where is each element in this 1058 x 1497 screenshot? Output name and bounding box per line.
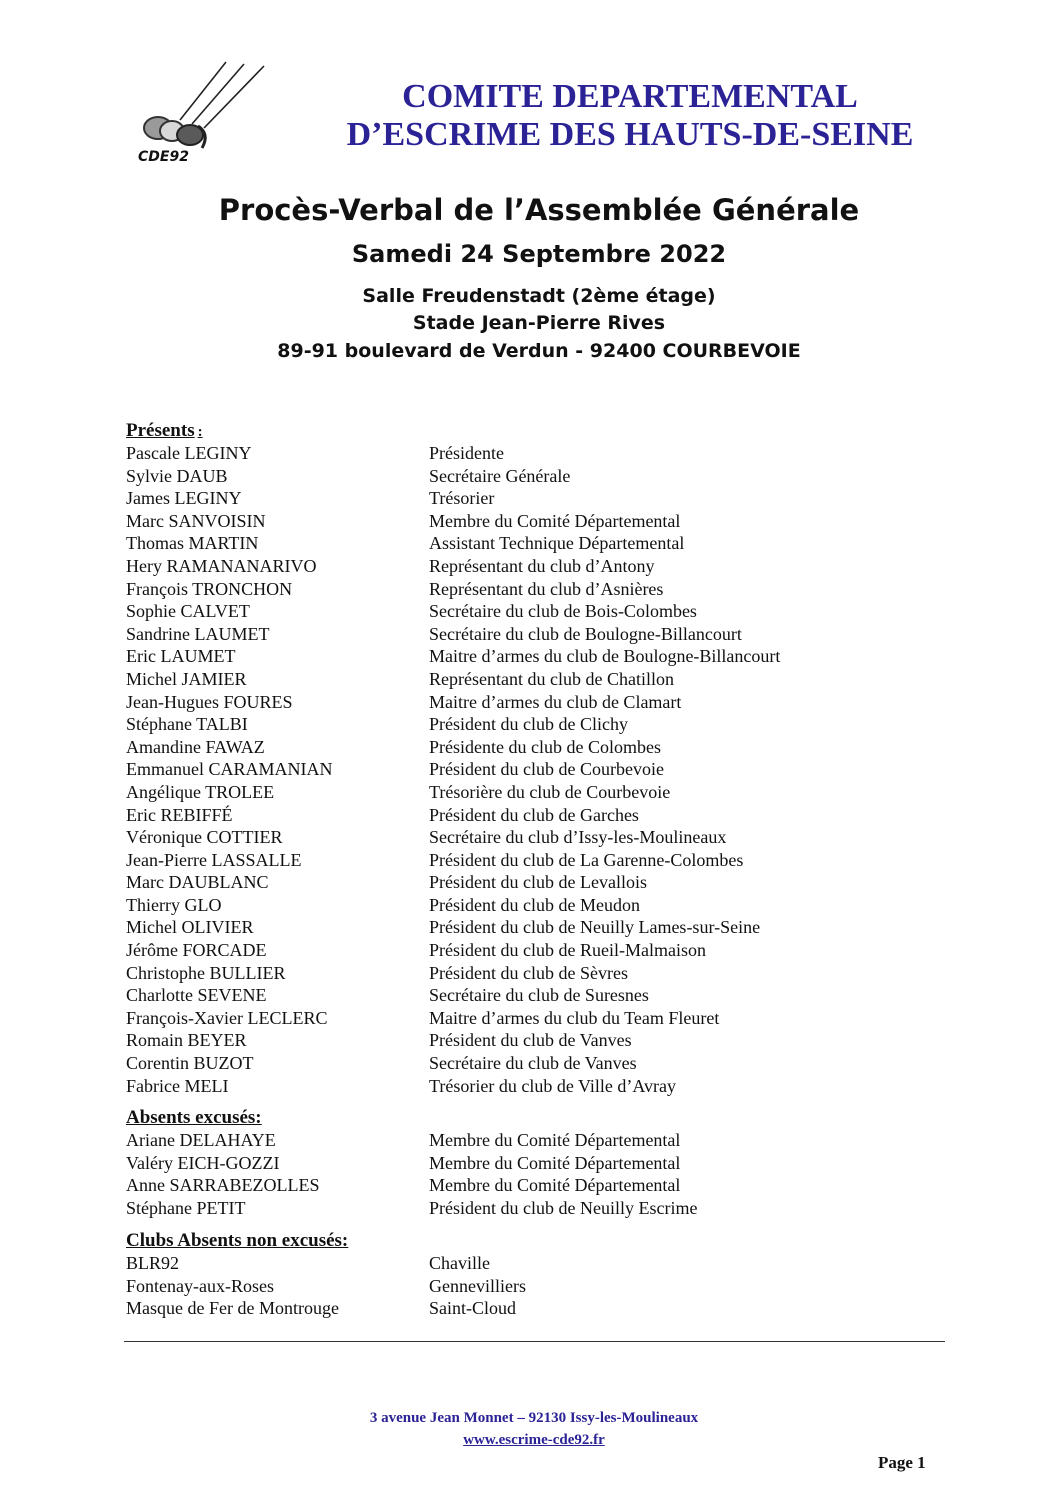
list-item (126, 645, 946, 668)
document-title: Procès-Verbal de l’Assemblée Générale (218, 193, 860, 227)
item-role: Président du club de Levallois (429, 872, 647, 893)
item-name: Christophe BULLIER (126, 962, 286, 983)
item-name: Fabrice MELI (126, 1075, 229, 1096)
item-role: Trésorière du club de Courbevoie (429, 781, 671, 802)
presents-section (126, 420, 946, 1097)
absents-heading: Absents excusés: (126, 1107, 262, 1128)
list-item (126, 916, 946, 939)
item-name: Angélique TROLEE (126, 781, 275, 802)
item-name: Pascale LEGINY (126, 443, 252, 463)
item-role: Représentant du club d’Asnières (429, 578, 664, 599)
item-name: Emmanuel CARAMANIAN (126, 759, 333, 780)
item-name: Michel JAMIER (126, 668, 247, 689)
list-item (126, 578, 946, 601)
item-role: Président du club de Rueil-Malmaison (429, 940, 706, 961)
item-name: Valéry EICH-GOZZI (126, 1152, 280, 1173)
meeting-date: Samedi 24 Septembre 2022 (351, 240, 727, 268)
cde92-logo (128, 58, 278, 168)
list-item (126, 1052, 946, 1075)
list-item (126, 623, 946, 646)
list-item (126, 1075, 946, 1098)
list-item (126, 487, 946, 510)
list-item (126, 1129, 946, 1152)
item-role: Chaville (429, 1253, 490, 1273)
item-name: Charlotte SEVENE (126, 985, 267, 1006)
item-role: Président du club de Meudon (429, 894, 640, 915)
list-item (126, 1197, 946, 1220)
item-role: Représentant du club de Chatillon (429, 668, 674, 689)
item-role: Président du club de La Garenne-Colombes (429, 849, 744, 870)
list-item (126, 736, 946, 759)
list-item (126, 758, 946, 781)
venue-line-1: Salle Freudenstadt (2ème étage) (362, 285, 716, 307)
item-name: Sophie CALVET (126, 601, 250, 622)
item-role: Présidente du club de Colombes (429, 736, 661, 757)
item-name: Marc SANVOISIN (126, 510, 266, 531)
list-item (126, 939, 946, 962)
list-item (126, 1275, 946, 1298)
item-role: Président du club de Vanves (429, 1030, 632, 1051)
item-role: Membre du Comité Départemental (429, 510, 681, 531)
presents-heading-text: Présents (126, 420, 195, 441)
item-name: Michel OLIVIER (126, 917, 254, 938)
item-role: Maitre d’armes du club de Boulogne-Billancourt (429, 646, 781, 667)
item-name: Jérôme FORCADE (126, 940, 267, 961)
item-name: Stéphane PETIT (126, 1197, 246, 1218)
presents-list (126, 442, 946, 1097)
org-title-line1: COMITE DEPARTEMENTAL (402, 78, 858, 115)
item-name: Hery RAMANANARIVO (126, 555, 317, 576)
list-item (126, 804, 946, 827)
item-role: Président du club de Courbevoie (429, 759, 664, 780)
item-name: Eric LAUMET (126, 646, 236, 667)
item-role: Représentant du club d’Antony (429, 555, 655, 576)
item-role: Trésorier (429, 488, 495, 509)
presents-colon: : (197, 424, 203, 440)
item-name: François TRONCHON (126, 578, 293, 599)
item-role: Secrétaire du club de Suresnes (429, 985, 649, 1006)
list-item (126, 600, 946, 623)
logo-text: CDE92 (138, 149, 189, 165)
list-item (126, 781, 946, 804)
item-role: Présidente (429, 443, 504, 463)
item-name: Sandrine LAUMET (126, 623, 270, 644)
item-name: Ariane DELAHAYE (126, 1130, 276, 1150)
absents-list (126, 1129, 946, 1219)
item-role: Président du club de Neuilly Escrime (429, 1197, 698, 1218)
item-name: Jean-Hugues FOURES (126, 691, 293, 712)
item-name: Marc DAUBLANC (126, 872, 269, 893)
item-role: Assistant Technique Départemental (429, 533, 685, 554)
list-item (126, 532, 946, 555)
item-role: Membre du Comité Départemental (429, 1152, 681, 1173)
list-item (126, 555, 946, 578)
list-item (126, 984, 946, 1007)
item-name: Thomas MARTIN (126, 533, 259, 554)
venue-line-2: Stade Jean-Pierre Rives (412, 312, 666, 334)
item-role: Secrétaire du club d’Issy-les-Moulineaux (429, 827, 727, 848)
org-title-line2: D’ESCRIME DES HAUTS-DE-SEINE (346, 116, 914, 153)
list-item (126, 713, 946, 736)
list-item (126, 849, 946, 872)
item-role: Saint-Cloud (429, 1298, 517, 1319)
list-item (126, 442, 946, 465)
item-role: Président du club de Garches (429, 804, 639, 825)
list-item (126, 826, 946, 849)
item-name: Amandine FAWAZ (126, 736, 265, 757)
item-role: Secrétaire Générale (429, 465, 571, 486)
item-name: François-Xavier LECLERC (126, 1007, 328, 1028)
item-role: Secrétaire du club de Bois-Colombes (429, 601, 697, 622)
item-role: Membre du Comité Départemental (429, 1175, 681, 1196)
list-item (126, 1297, 946, 1320)
footer-divider (124, 1341, 945, 1342)
list-item (126, 668, 946, 691)
list-item (126, 1029, 946, 1052)
item-name: Eric REBIFFÉ (126, 804, 233, 825)
non-excused-list (126, 1252, 946, 1320)
item-name: Corentin BUZOT (126, 1053, 254, 1074)
item-name: Jean-Pierre LASSALLE (126, 849, 302, 870)
item-name: Fontenay-aux-Roses (126, 1275, 274, 1296)
list-item (126, 894, 946, 917)
list-item (126, 691, 946, 714)
item-role: Secrétaire du club de Boulogne-Billancourt (429, 623, 742, 644)
non-excused-heading: Clubs Absents non excusés: (126, 1230, 349, 1251)
item-role: Président du club de Clichy (429, 714, 628, 735)
item-role: Président du club de Sèvres (429, 962, 628, 983)
absents-section (126, 1107, 946, 1219)
item-name: Romain BEYER (126, 1030, 247, 1051)
item-role: Trésorier du club de Ville d’Avray (429, 1075, 677, 1096)
footer-address: 3 avenue Jean Monnet – 92130 Issy-les-Moulineaux (369, 1410, 699, 1426)
item-name: Masque de Fer de Montrouge (126, 1298, 339, 1319)
list-item (126, 1174, 946, 1197)
page-number: Page 1 (878, 1453, 926, 1472)
list-item (126, 1152, 946, 1175)
item-name: James LEGINY (126, 488, 242, 509)
footer-website-link[interactable]: www.escrime-cde92.fr (463, 1432, 605, 1448)
item-name: Stéphane TALBI (126, 714, 248, 735)
item-role: Maitre d’armes du club de Clamart (429, 691, 682, 712)
item-role: Secrétaire du club de Vanves (429, 1053, 637, 1074)
list-item (126, 465, 946, 488)
venue-line-3: 89-91 boulevard de Verdun - 92400 COURBEVOIE (277, 340, 801, 362)
item-role: Maitre d’armes du club du Team Fleuret (429, 1007, 720, 1028)
item-role: Président du club de Neuilly Lames-sur-Seine (429, 917, 761, 938)
list-item (126, 962, 946, 985)
item-name: Véronique COTTIER (126, 827, 283, 848)
list-item (126, 871, 946, 894)
list-item (126, 510, 946, 533)
list-item (126, 1007, 946, 1030)
item-role: Gennevilliers (429, 1275, 526, 1296)
item-role: Membre du Comité Départemental (429, 1130, 681, 1150)
item-name: Thierry GLO (126, 894, 222, 915)
list-item (126, 1252, 946, 1275)
presents-heading (126, 420, 946, 442)
item-name: BLR92 (126, 1253, 180, 1273)
non-excused-section (126, 1230, 946, 1320)
item-name: Sylvie DAUB (126, 465, 228, 486)
item-name: Anne SARRABEZOLLES (126, 1175, 320, 1196)
